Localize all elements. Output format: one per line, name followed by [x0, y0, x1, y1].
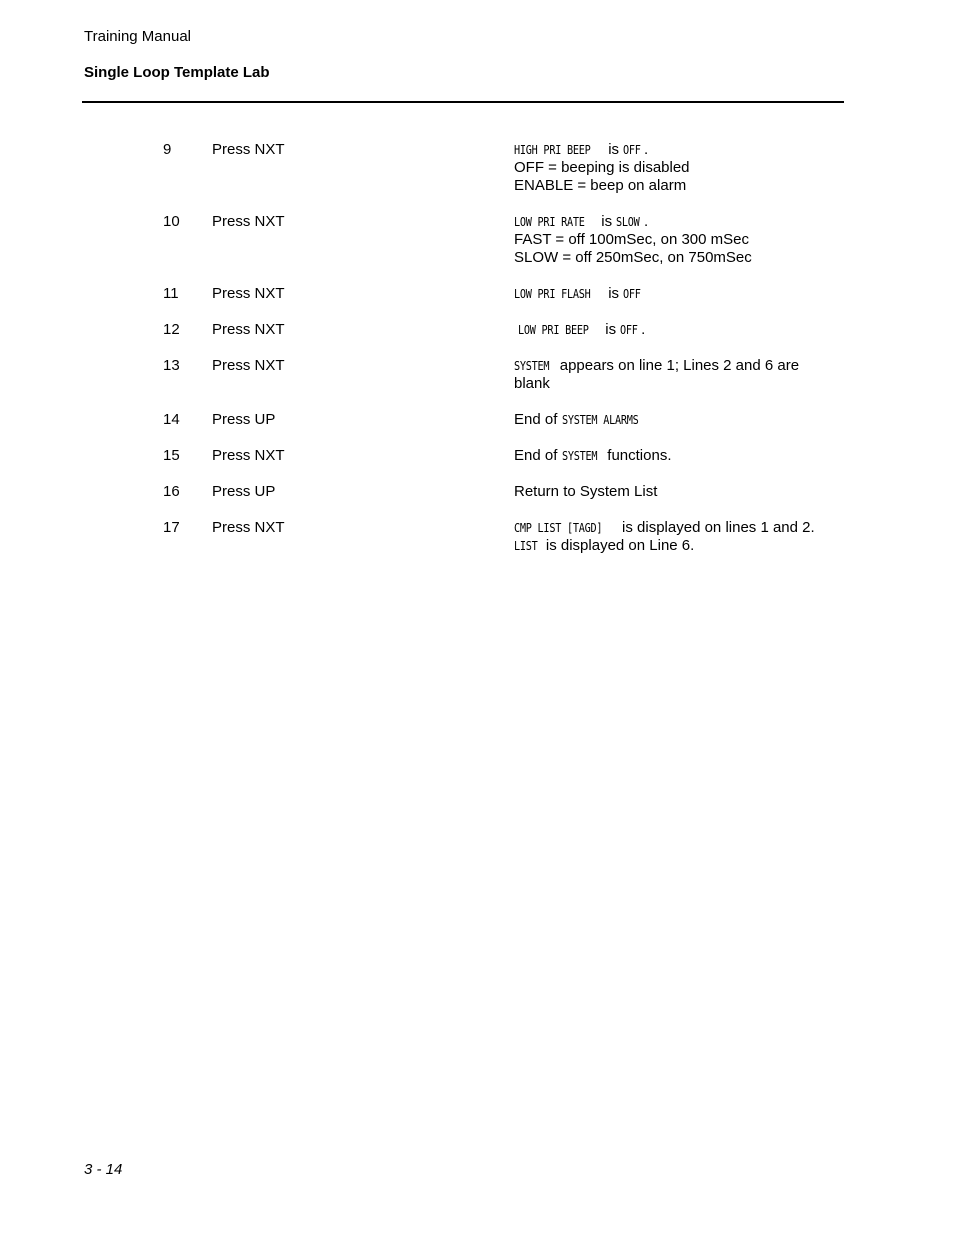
result-text: .: [643, 213, 649, 230]
result-text: appears on line 1; Lines 2 and 6 are: [555, 357, 800, 374]
step-number: 10: [163, 213, 180, 230]
step-number: 15: [163, 447, 180, 464]
result-line: ENABLE = beep on alarm: [514, 177, 687, 194]
result-text: .: [643, 141, 649, 158]
step-action: Press NXT: [212, 285, 285, 302]
result-text: functions.: [603, 447, 672, 464]
step-result: [514, 483, 834, 501]
section-title: Single Loop Template Lab: [84, 64, 270, 81]
result-text: is: [604, 141, 624, 158]
result-text: is displayed on Line 6.: [541, 537, 695, 554]
lcd-text: SYSTEM: [514, 359, 550, 373]
step-result: [514, 141, 834, 195]
step-action: Press NXT: [212, 447, 285, 464]
step-action: Press NXT: [212, 141, 285, 158]
manual-title: Training Manual: [84, 28, 191, 45]
step-result: [514, 411, 834, 429]
step-result: [514, 519, 844, 555]
step-result: [518, 321, 838, 339]
step-action: Press UP: [212, 483, 276, 500]
result-text: is: [601, 321, 621, 338]
step-number: 14: [163, 411, 180, 428]
result-text: .: [641, 321, 646, 338]
lcd-text: SYSTEM ALARMS: [561, 413, 639, 427]
step-number: 13: [163, 357, 180, 374]
result-text: End of: [514, 447, 562, 464]
step-action: Press NXT: [212, 321, 285, 338]
result-text: is: [597, 213, 617, 230]
lcd-text: OFF: [620, 323, 638, 337]
lcd-text: SLOW: [616, 215, 640, 229]
step-action: Press NXT: [212, 357, 285, 374]
result-text: is: [604, 285, 624, 302]
result-text: End of: [514, 411, 562, 428]
result-line: OFF = beeping is disabled: [514, 159, 690, 176]
step-result: [514, 447, 834, 465]
step-number: 17: [163, 519, 180, 536]
lcd-text: OFF: [623, 143, 641, 157]
step-number: 9: [163, 141, 172, 158]
result-line: Return to System List: [514, 483, 658, 500]
result-text: is displayed on lines 1 and 2.: [617, 519, 815, 536]
step-action: Press NXT: [212, 213, 285, 230]
result-line: FAST = off 100mSec, on 300 mSec: [514, 231, 749, 248]
step-action: Press NXT: [212, 519, 285, 536]
step-number: 16: [163, 483, 180, 500]
lcd-text: LOW PRI BEEP: [518, 323, 589, 337]
lcd-text: SYSTEM: [561, 449, 597, 463]
lcd-text: LOW PRI RATE: [514, 215, 585, 229]
step-result: [514, 285, 834, 303]
result-line: blank: [514, 375, 550, 392]
lcd-text: LOW PRI FLASH: [514, 287, 591, 301]
lcd-text: LIST: [514, 539, 538, 553]
header-rule: [82, 101, 844, 103]
step-result: [514, 357, 834, 393]
lcd-text: CMP LIST [TAGD]: [514, 521, 603, 535]
step-result: [514, 213, 834, 267]
lcd-text: OFF: [623, 287, 641, 301]
step-number: 12: [163, 321, 180, 338]
page-number: 3 - 14: [84, 1161, 123, 1178]
result-line: SLOW = off 250mSec, on 750mSec: [514, 249, 752, 266]
step-action: Press UP: [212, 411, 276, 428]
lcd-text: HIGH PRI BEEP: [514, 143, 591, 157]
step-number: 11: [163, 285, 179, 302]
